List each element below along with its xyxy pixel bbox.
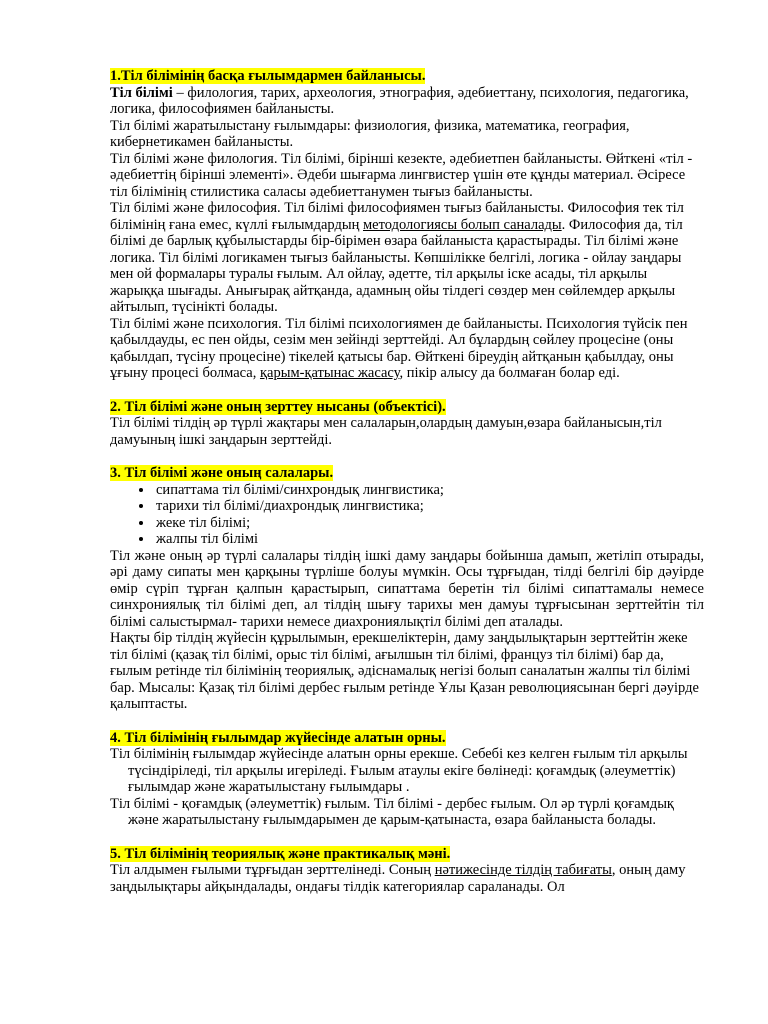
section-2-heading: 2. Тіл білімі және оның зерттеу нысаны (объектісі). <box>110 398 446 415</box>
list-item: • жалпы тіл білімі <box>154 531 704 548</box>
list-item: • тарихи тіл білімі/диахрондық лингвистика; <box>154 498 704 515</box>
list-item: • жеке тіл білімі; <box>154 515 704 532</box>
s1-paragraph-lead: Тіл білімі – филология, тарих, археология, этнография, әдебиеттану, психология, педагогика, логика, философиямен байланысты. <box>110 84 689 117</box>
branches-list <box>110 482 704 548</box>
s5-paragraph-1: Тіл алдымен ғылыми тұрғыдан зерттелінеді. Соның нәтижесінде тілдің табиғаты, оның даму заңдылықтары айқындалады, ондағы тілдік категориялар сараланады. Ол <box>110 862 686 895</box>
s4-paragraph-1: Тіл білімінің ғылымдар жүйесінде алатын орны ерекше. Себебі кез келген ғылым тіл арқылы түсіндіріледі, тіл арқылы игеріледі. Ғылым атаулы екіге бөлінеді: қоғамдық (әлеуметтік) ғылымдар және жаратылыстану ғылымдары . <box>110 746 688 795</box>
s3-paragraph-1: Тіл және оның әр түрлі салалары тілдің ішкі даму заңдары бойынша дамып, жетіліп отырады, әрі даму сипаты мен қарқыны түрліше болуы мүмкін. Осы тұрғыдан, тілді белгілі бір дәуірде өмір сүріп тұрған қалпын қарастырып, сипаттама беретін тіл білімі сипаттамалы немесе синхрониялық тіл білімі деп, ал тілдің шығу тарихы мен дамуы тұрғысынан зерттейтін тіл білімі салыстырмал- тарихи немесе диахрониялықтіл білімі деп аталады. <box>110 547 704 630</box>
s3-paragraph-2: Нақты бір тілдің жүйесін құрылымын, ерекшеліктерін, даму заңдылықтарын зерттейтін жеке тіл білімі (қазақ тіл білімі, орыс тіл білімі, ағылшын тіл білімі, француз тіл білімі) бар да, ғылым ретінде тіл білімінің теориялық, әдіснамалық негізі болып саналатын жалпы тіл білімі бар. Мысалы: Қазақ тіл білімі дербес ғылым ретінде Ұлы Қазан революциясынан бергі дәуірде қалыптасты. <box>110 630 699 712</box>
underlined-phrase: методологиясы болып саналады <box>363 216 562 233</box>
section-1-heading: 1.Тіл білімінің басқа ғылымдармен байланысы. <box>110 68 426 84</box>
section-4-heading: 4. Тіл білімінің ғылымдар жүйесінде алатын орны. <box>110 729 446 746</box>
list-item: • сипаттама тіл білімі/синхрондық лингвистика; <box>154 482 704 499</box>
s2-paragraph-1: Тіл білімі тілдің әр түрлі жақтары мен салаларын,олардың дамуын,өзара байланысын,тіл дамуының ішкі заңдарын зерттейді. <box>110 415 662 448</box>
s1-paragraph-4: Тіл білімі және философия. Тіл білімі философиямен тығыз байланысты. Философия тек тіл білімінің ғана емес, күллі ғылымдардың методологиясы болып саналады. Философия да, тіл білімі де барлық құбылыстарды бір-бірімен өзара байланыста қарастырады. Тіл білімі және логика. Тіл білімі логикамен тығыз байланысты. Көпшілікке белгілі, логика - ойлау заңдары мен ой формалары туралы ғылым. Ал ойлау, әдетте, тіл арқылы іске асады, тіл арқылы жарыққа шығады. Анығырақ айтқанда, адамның ойы тілдегі сөздер мен сөйлемдер арқылы айтылып, түсінікті болады. <box>110 200 684 315</box>
underlined-phrase: қарым-қатынас жасасу <box>259 365 400 381</box>
section-3-heading: 3. Тіл білімі және оның салалары. <box>110 465 334 481</box>
document-page <box>110 68 704 895</box>
underlined-phrase: нәтижесінде тілдің табиғаты <box>434 862 612 878</box>
s1-paragraph-5: Тіл білімі және психология. Тіл білімі психологиямен де байланысты. Психология түйсік пен қабылдауды, ес пен ойды, сезім мен зейінді зерттейді. Ал бұлардың сөйлеу процесіне (оны қабылдап, түсіну процесіне) тікелей қатысы бар. Өйткені біреудің айтқанын қабылдау, оны ұғыну процесі болмаса, қарым-қатынас жасасу, пікір алысу да болмаған болар еді. <box>110 315 688 381</box>
s4-paragraph-2: Тіл білімі - қоғамдық (әлеуметтік) ғылым. Тіл білімі - дербес ғылым. Ол әр түрлі қоғамдық және жаратылыстану ғылымдарымен де қарым-қатынаста, өзара байланыста болады. <box>110 795 674 828</box>
section-5-heading: 5. Тіл білімінің теориялық және практикалық мәні. <box>110 845 451 862</box>
s1-paragraph-2: Тіл білімі жаратылыстану ғылымдары: физиология, физика, математика, география, кибернетикамен байланысты. <box>110 117 630 150</box>
s1-paragraph-3: Тіл білімі және филология. Тіл білімі, бірінші кезекте, әдебиетпен байланысты. Өйткені «тіл - әдебиеттің бірінші элементі». Әдеби шығарма лингвистер үшін өте құнды материал. Әсіресе тіл білімінің стилистика саласы әдебиеттанумен тығыз байланысты. <box>110 150 693 200</box>
